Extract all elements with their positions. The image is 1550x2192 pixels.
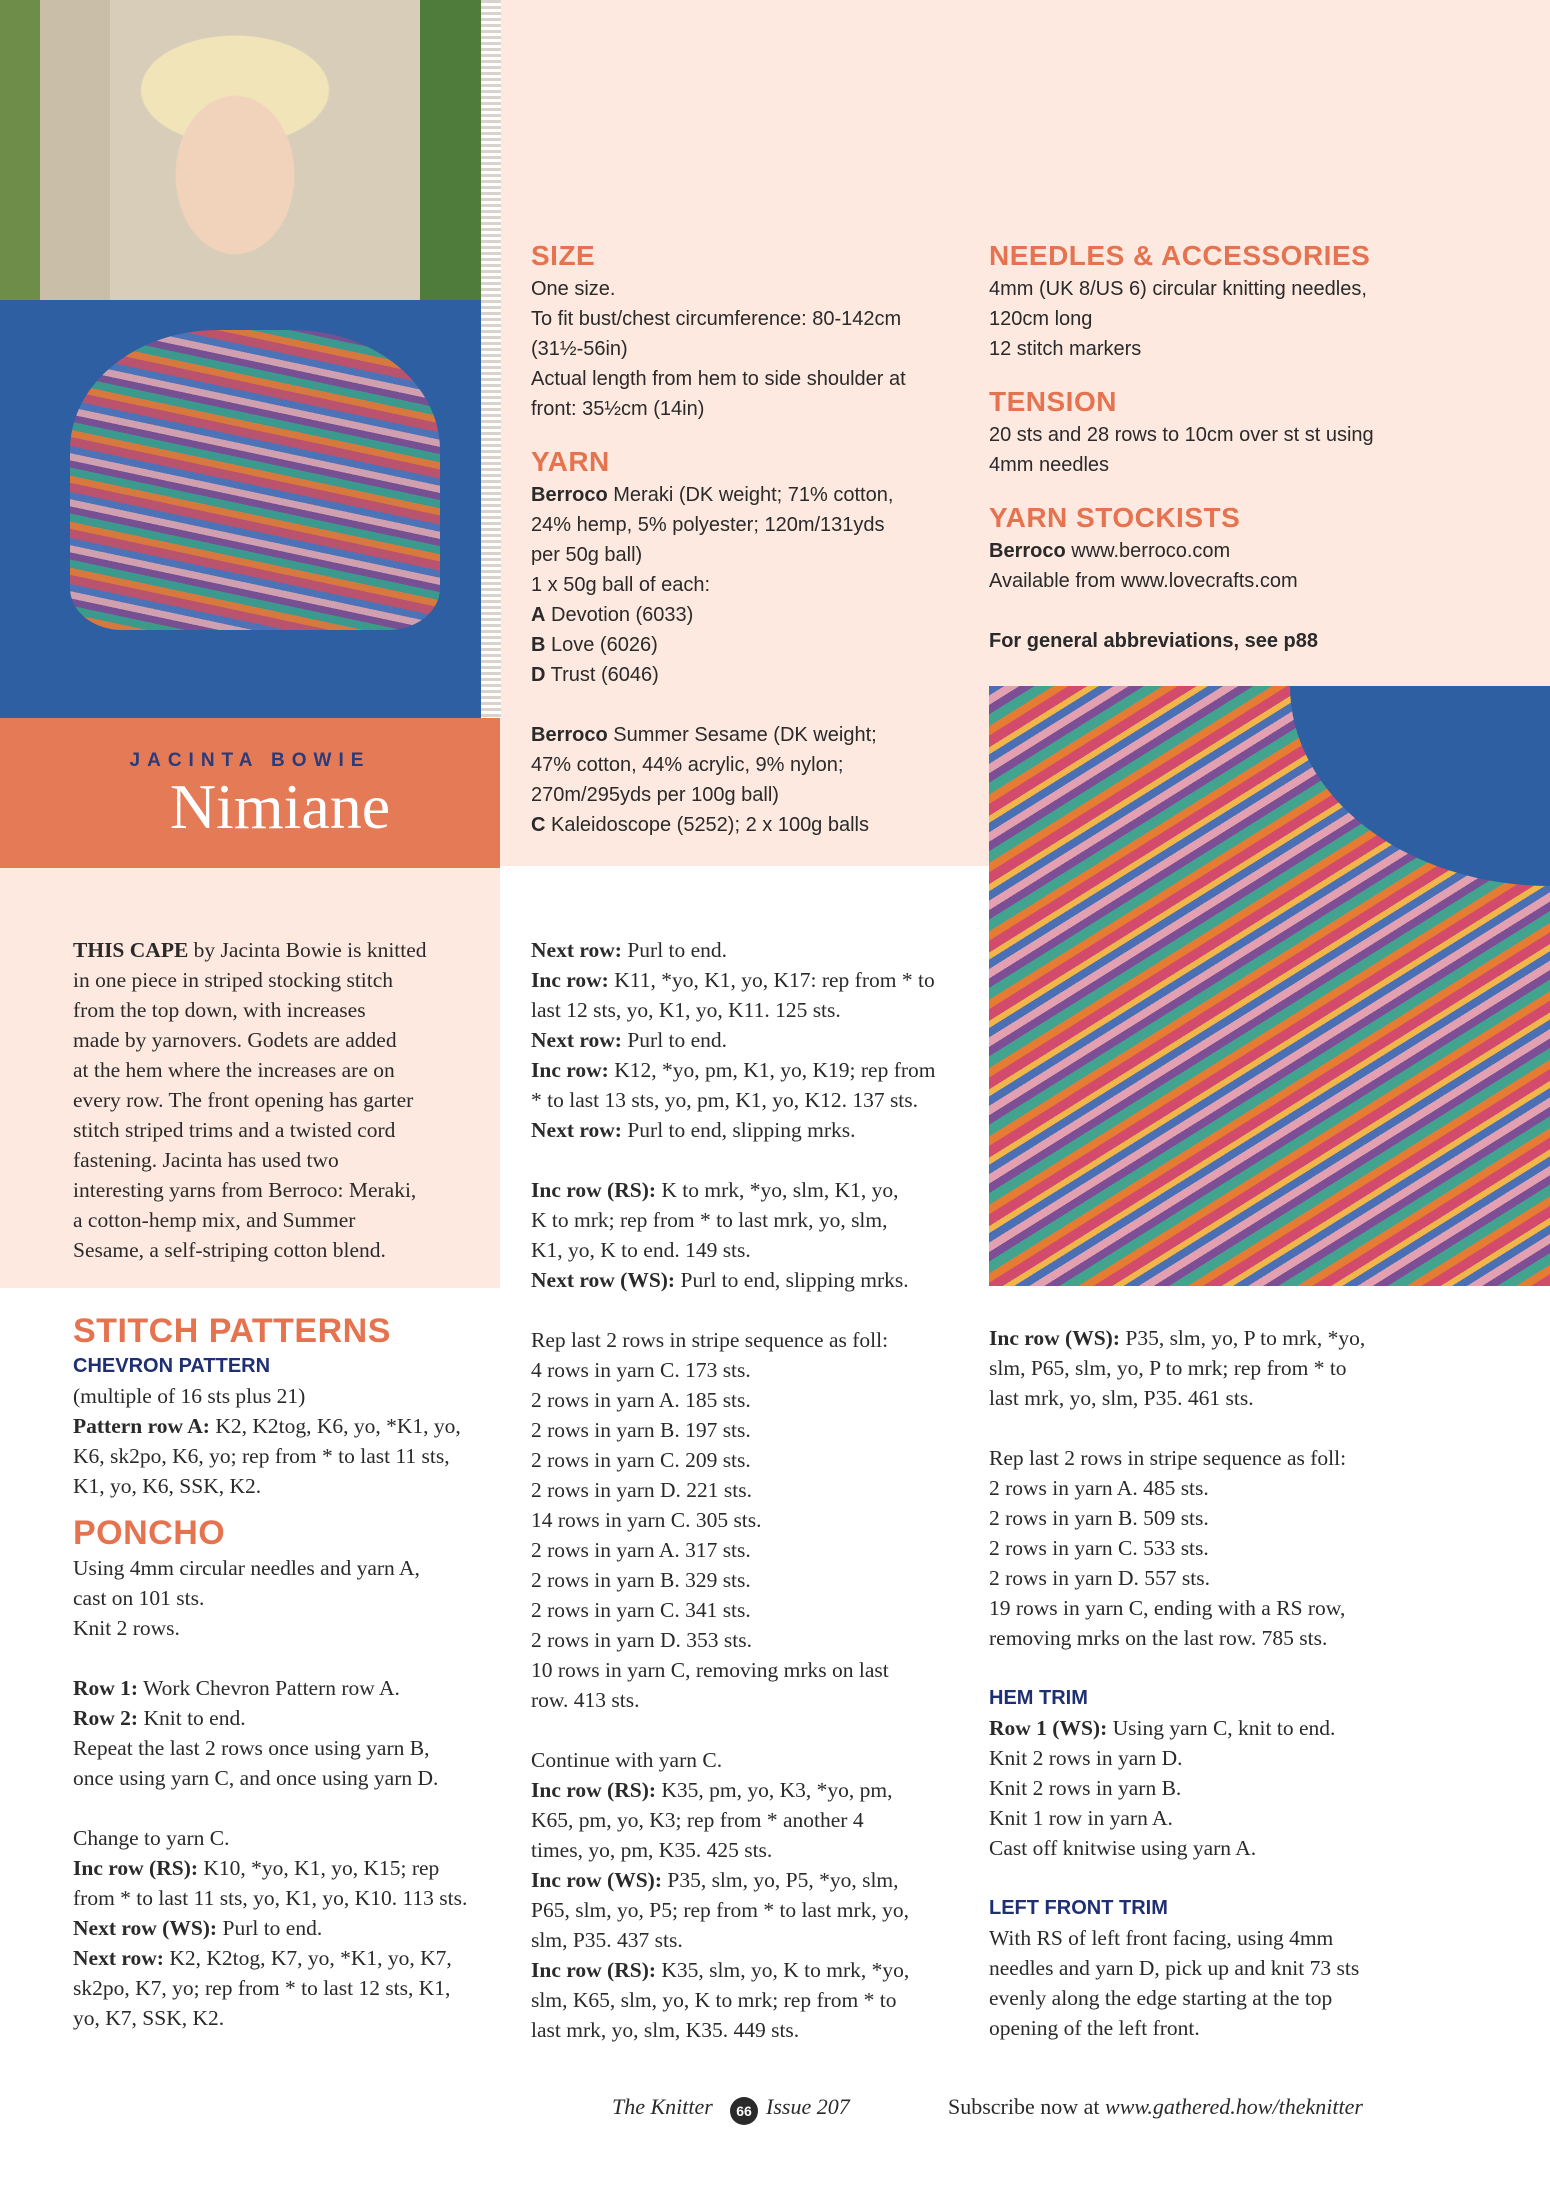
stripe-line: 2 rows in yarn C. 341 sts. — [531, 1598, 751, 1622]
yarn-brand: Berroco — [531, 724, 608, 746]
yarn-meraki — [531, 480, 971, 510]
instr-line: K to mrk; rep from * to last mrk, yo, slm, — [531, 1208, 888, 1232]
instr-row: Inc row (RS): K35, pm, yo, K3, *yo, pm, — [531, 1778, 893, 1802]
size-line: One size. — [531, 278, 616, 300]
intro-line: fastening. Jacinta has used two — [73, 1148, 339, 1172]
yarn-brand: Berroco — [531, 484, 608, 506]
stripe-line: 2 rows in yarn A. 317 sts. — [531, 1538, 751, 1562]
needles-heading: NEEDLES & ACCESSORIES — [989, 240, 1371, 271]
tension-heading: TENSION — [989, 386, 1117, 417]
yarn-colour: D Trust (6046) — [531, 664, 659, 686]
poncho-heading: PONCHO — [73, 1514, 226, 1552]
stripe-line: 19 rows in yarn C, ending with a RS row, — [989, 1596, 1346, 1620]
instr-line: needles and yarn D, pick up and knit 73 sts — [989, 1956, 1360, 1980]
subscribe-line: Subscribe now at www.gathered.how/theknitter — [948, 2094, 1363, 2119]
needles-line: 12 stitch markers — [989, 338, 1142, 360]
poncho-line: sk2po, K7, yo; rep from * to last 12 sts, K1, — [73, 1976, 451, 2000]
instr-line: slm, P65, slm, yo, P to mrk; rep from * to — [989, 1356, 1347, 1380]
instr-row: Inc row (RS): K to mrk, *yo, slm, K1, yo, — [531, 1178, 899, 1202]
intro-line: at the hem where the increases are on — [73, 1058, 395, 1082]
yarn-sesame: Berroco Summer Sesame (DK weight; — [531, 724, 877, 746]
size-line: front: 35½cm (14in) — [531, 398, 705, 420]
needles-line: 4mm (UK 8/US 6) circular knitting needles, — [989, 278, 1367, 300]
left-column — [73, 935, 493, 2033]
instr-line: Knit 2 rows in yarn D. — [989, 1746, 1183, 1770]
left-front-trim-heading: LEFT FRONT TRIM — [989, 1897, 1168, 1919]
chevron-heading: CHEVRON PATTERN — [73, 1355, 271, 1377]
instr-line: Cast off knitwise using yarn A. — [989, 1836, 1257, 1860]
instr-row: Next row: Purl to end. — [531, 1028, 728, 1052]
yarn-line: 1 x 50g ball of each: — [531, 574, 711, 596]
stripe-line: 2 rows in yarn B. 197 sts. — [531, 1418, 751, 1442]
poncho-line: Repeat the last 2 rows once using yarn B, — [73, 1736, 430, 1760]
instr-row: Inc row (WS): P35, slm, yo, P5, *yo, slm, — [531, 1868, 899, 1892]
stripe-line: row. 413 sts. — [531, 1688, 640, 1712]
poncho-line: once using yarn C, and once using yarn D. — [73, 1766, 439, 1790]
instr-line: Knit 1 row in yarn A. — [989, 1806, 1173, 1830]
instr-line: slm, P35. 437 sts. — [531, 1928, 683, 1952]
chevron-line: K6, sk2po, K6, yo; rep from * to last 11 sts, — [73, 1444, 450, 1468]
instr-line: With RS of left front facing, using 4mm — [989, 1926, 1334, 1950]
issue-number: Issue 207 — [766, 2094, 850, 2119]
yarn-line: 270m/295yds per 100g ball) — [531, 784, 779, 806]
chevron-multiple: (multiple of 16 sts plus 21) — [73, 1384, 306, 1408]
poncho-line: yo, K7, SSK, K2. — [73, 2006, 225, 2030]
instr-row: Inc row (RS): K35, slm, yo, K to mrk, *yo, — [531, 1958, 910, 1982]
yarn-line: 24% hemp, 5% polyester; 120m/131yds — [531, 514, 885, 536]
instr-line: K1, yo, K to end. 149 sts. — [531, 1238, 751, 1262]
knit-detail-photo — [989, 686, 1550, 1286]
yarn-colour: C Kaleidoscope (5252); 2 x 100g balls — [531, 814, 869, 836]
magazine-name: The Knitter — [612, 2094, 713, 2119]
instr-row: Inc row: K12, *yo, pm, K1, yo, K19; rep from — [531, 1058, 936, 1082]
zigzag-edge — [481, 0, 501, 718]
chevron-row: Pattern row A: K2, K2tog, K6, yo, *K1, yo, — [73, 1414, 461, 1438]
stripe-line: removing mrks on the last row. 785 sts. — [989, 1626, 1328, 1650]
abbreviations-note: For general abbreviations, see p88 — [989, 630, 1319, 652]
yarn-colour: A Devotion (6033) — [531, 604, 694, 626]
yarn-desc: Meraki (DK weight; 71% cotton, — [607, 484, 894, 506]
stripe-line: 2 rows in yarn D. 353 sts. — [531, 1628, 752, 1652]
cape-knit-photo-detail — [70, 330, 440, 630]
instr-row: Next row: Purl to end, slipping mrks. — [531, 1118, 856, 1142]
poncho-next: Next row: K2, K2tog, K7, yo, *K1, yo, K7, — [73, 1946, 452, 1970]
yarn-line: 47% cotton, 44% acrylic, 9% nylon; — [531, 754, 844, 776]
stripe-line: 2 rows in yarn B. 509 sts. — [989, 1506, 1209, 1530]
instr-line: * to last 13 sts, yo, pm, K1, yo, K12. 137 sts. — [531, 1088, 919, 1112]
intro-line: stitch striped trims and a twisted cord — [73, 1118, 396, 1142]
intro-line: every row. The front opening has garter — [73, 1088, 414, 1112]
instr-line: evenly along the edge starting at the top — [989, 1986, 1333, 2010]
size-yarn-column — [531, 238, 971, 840]
poncho-line: Change to yarn C. — [73, 1826, 230, 1850]
stripe-line: 4 rows in yarn C. 173 sts. — [531, 1358, 751, 1382]
instr-line: slm, K65, slm, yo, K to mrk; rep from * to — [531, 1988, 897, 2012]
size-line: Actual length from hem to side shoulder at — [531, 368, 906, 390]
instr-line: opening of the left front. — [989, 2016, 1200, 2040]
poncho-row1: Row 1: Work Chevron Pattern row A. — [73, 1676, 400, 1700]
designer-name: JACINTA BOWIE — [129, 750, 371, 771]
yarn-heading: YARN — [531, 446, 610, 477]
poncho-next: Next row (WS): Purl to end. — [73, 1916, 323, 1940]
instr-line: last 12 sts, yo, K1, yo, K11. 125 sts. — [531, 998, 841, 1022]
poncho-line: cast on 101 sts. — [73, 1586, 205, 1610]
subscribe-url[interactable]: www.gathered.how/theknitter — [1105, 2094, 1363, 2119]
stockist-url[interactable]: www.berroco.com — [1065, 540, 1231, 562]
stripe-line: 2 rows in yarn A. 485 sts. — [989, 1476, 1209, 1500]
intro-line: from the top down, with increases — [73, 998, 366, 1022]
stripe-line: 2 rows in yarn C. 533 sts. — [989, 1536, 1209, 1560]
chevron-line: K1, yo, K6, SSK, K2. — [73, 1474, 262, 1498]
middle-column — [531, 935, 971, 2045]
instr-row: Next row (WS): Purl to end, slipping mrks. — [531, 1268, 909, 1292]
intro-line: made by yarnovers. Godets are added — [73, 1028, 397, 1052]
instr-row: Inc row: K11, *yo, K1, yo, K17: rep from * to — [531, 968, 935, 992]
instr-line: last mrk, yo, slm, K35. 449 sts. — [531, 2018, 800, 2042]
stockists-heading: YARN STOCKISTS — [989, 502, 1241, 533]
needles-line: 120cm long — [989, 308, 1093, 330]
stripe-line: Rep last 2 rows in stripe sequence as foll: — [989, 1446, 1347, 1470]
instr-row: Row 1 (WS): Using yarn C, knit to end. — [989, 1716, 1336, 1740]
stripe-line: 2 rows in yarn C. 209 sts. — [531, 1448, 751, 1472]
needles-column — [989, 238, 1509, 656]
yarn-line: per 50g ball) — [531, 544, 643, 566]
stripe-line: Rep last 2 rows in stripe sequence as foll: — [531, 1328, 889, 1352]
stockist-berroco: Berroco www.berroco.com — [989, 540, 1231, 562]
instr-line: P65, slm, yo, P5; rep from * to last mrk, yo, — [531, 1898, 910, 1922]
instr-line: K65, pm, yo, K3; rep from * another 4 — [531, 1808, 864, 1832]
poncho-line: from * to last 11 sts, yo, K1, yo, K10. 113 sts. — [73, 1886, 468, 1910]
stockist-available[interactable]: Available from www.lovecrafts.com — [989, 570, 1298, 592]
yarn-colour: B Love (6026) — [531, 634, 658, 656]
right-column — [989, 1323, 1509, 2043]
stripe-line: 2 rows in yarn D. 557 sts. — [989, 1566, 1210, 1590]
tension-line: 20 sts and 28 rows to 10cm over st st using — [989, 424, 1374, 446]
intro-text: THIS CAPE by Jacinta Bowie is knitted — [73, 938, 427, 962]
stitch-patterns-heading: STITCH PATTERNS — [73, 1312, 391, 1350]
pattern-title: Nimiane — [169, 771, 391, 842]
instr-line: Continue with yarn C. — [531, 1748, 723, 1772]
instr-row: Inc row (WS): P35, slm, yo, P to mrk, *yo, — [989, 1326, 1366, 1350]
stripe-line: 2 rows in yarn D. 221 sts. — [531, 1478, 752, 1502]
stripe-line: 14 rows in yarn C. 305 sts. — [531, 1508, 762, 1532]
instr-row: Next row: Purl to end. — [531, 938, 728, 962]
instr-line: last mrk, yo, slm, P35. 461 sts. — [989, 1386, 1254, 1410]
intro-line: in one piece in striped stocking stitch — [73, 968, 394, 992]
poncho-inc: Inc row (RS): K10, *yo, K1, yo, K15; rep — [73, 1856, 440, 1880]
instr-line: times, yo, pm, K35. 425 sts. — [531, 1838, 773, 1862]
hem-trim-heading: HEM TRIM — [989, 1687, 1088, 1709]
size-line: To fit bust/chest circumference: 80-142cm — [531, 308, 902, 330]
intro-line: interesting yarns from Berroco: Meraki, — [73, 1178, 417, 1202]
size-heading: SIZE — [531, 240, 596, 271]
stripe-line: 2 rows in yarn B. 329 sts. — [531, 1568, 751, 1592]
tension-line: 4mm needles — [989, 454, 1110, 476]
poncho-row2: Row 2: Knit to end. — [73, 1706, 246, 1730]
stripe-line: 2 rows in yarn A. 185 sts. — [531, 1388, 751, 1412]
instr-line: Knit 2 rows in yarn B. — [989, 1776, 1182, 1800]
stripe-line: 10 rows in yarn C, removing mrks on last — [531, 1658, 889, 1682]
poncho-line: Knit 2 rows. — [73, 1616, 180, 1640]
intro-line: a cotton-hemp mix, and Summer — [73, 1208, 356, 1232]
page-number-badge: 66 — [730, 2097, 758, 2125]
poncho-line: Using 4mm circular needles and yarn A, — [73, 1556, 420, 1580]
size-line: (31½-56in) — [531, 338, 628, 360]
intro-line: Sesame, a self-striping cotton blend. — [73, 1238, 386, 1262]
